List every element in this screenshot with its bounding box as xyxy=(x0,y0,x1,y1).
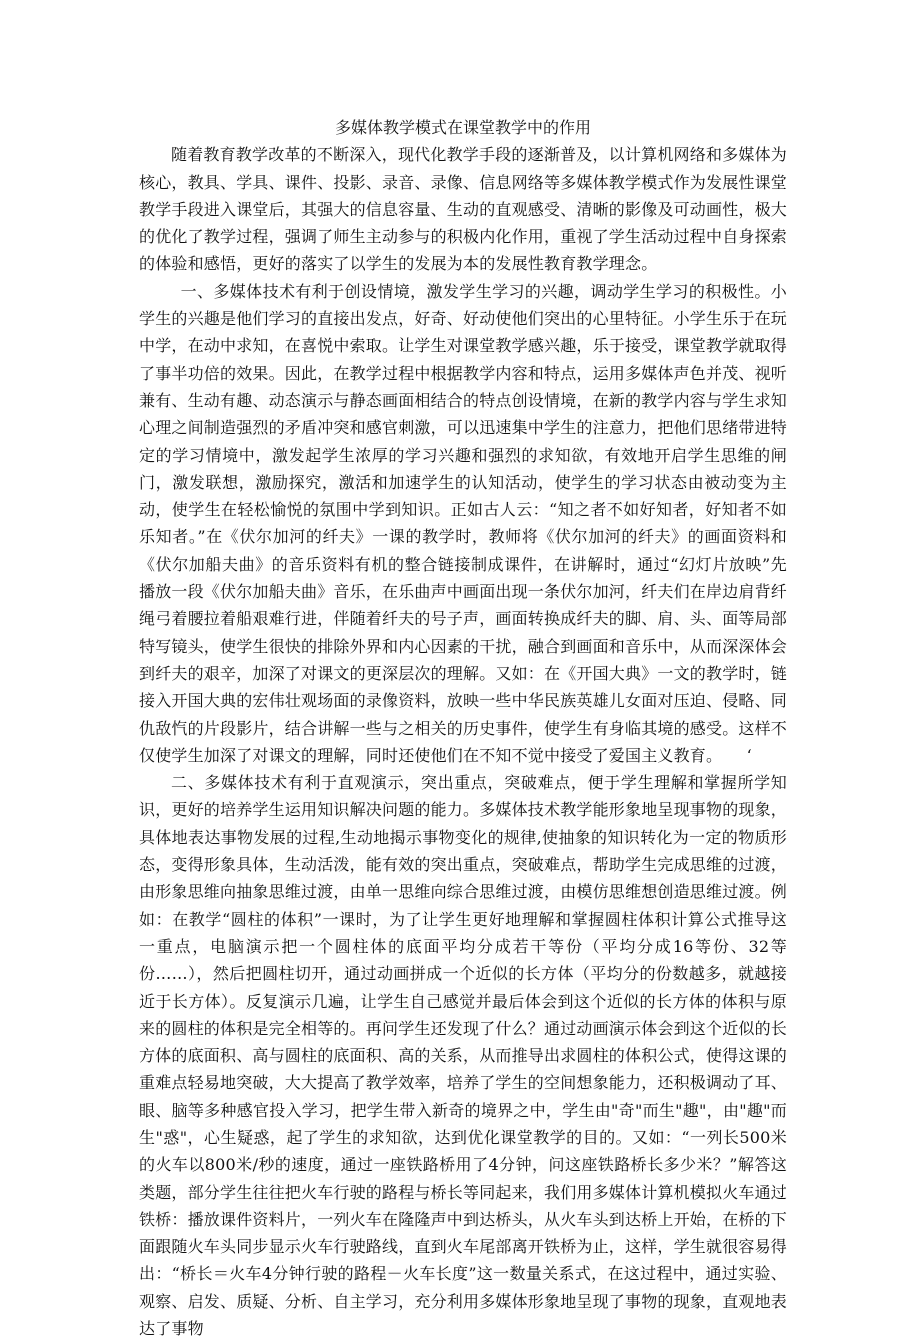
document-title: 多媒体教学模式在课堂教学中的作用 xyxy=(334,118,591,137)
paragraph-section-two: 二、多媒体技术有利于直观演示，突出重点，突破难点，便于学生理解和掌握所学知识，更好的培养学生运用知识解决问题的能力。多媒体技术教学能形象地呈现事物的现象，具体地表达事物发展的过程,生动地揭示事物变化的规律,使抽象的知识转化为一定的物质形态，变得形象具体，生动活泼，能有效的突出重点，突破难点，帮助学生完成思维的过渡，由形象思维向抽象思维过渡，由单一思维向综合思维过渡，由模仿思维想创造思维过渡。例如：在教学“圆柱的体积”一课时，为了让学生更好地理解和掌握圆柱体积计算公式推导这一重点，电脑演示把一个圆柱体的底面平均分成若干等份（平均分成16等份、32等份……），然后把圆柱切开，通过动画拼成一个近似的长方体（平均分的份数越多，就越接近于长方体）。反复演示几遍，让学生自己感觉并最后体会到这个近似的长方体的体积与原来的圆柱的体积是完全相等的。再问学生还发现了什么？通过动画演示体会到这个近似的长方体的底面积、高与圆柱的底面积、高的关系，从而推导出求圆柱的体积公式，使得这课的重难点轻易地突破，大大提高了教学效率，培养了学生的空间想象能力，还积极调动了耳、眼、脑等多种感官投入学习，把学生带入新奇的境界之中，学生由"奇"而生"趣"，由"趣"而生"惑"，心生疑惑，起了学生的求知欲，达到优化课堂教学的目的。又如：“一列长500米的火车以800米/秒的速度，通过一座铁路桥用了4分钟，问这座铁路桥长多少米？”解答这类题，部分学生往往把火车行驶的路程与桥长等同起来，我们用多媒体计算机模拟火车通过铁桥：播放课件资料片，一列火车在隆隆声中到达桥头，从火车头到达桥上开始，在桥的下面跟随火车头同步显示火车行驶路线，直到火车尾部离开铁桥为止，这样，学生就很容易得出：“桥长＝火车4分钟行驶的路程－火车长度”这一数量关系式，在这过程中，通过实验、观察、启发、质疑、分析、自主学习，充分利用多媒体形象地呈现了事物的现象，直观地表达了事物 xyxy=(139,773,788,1339)
paragraph-intro: 随着教育教学改革的不断深入，现代化教学手段的逐渐普及，以计算机网络和多媒体为核心，教具、学具、课件、投影、录音、录像、信息网络等多媒体教学模式作为发展性课堂教学手段进入课堂后，其强大的信息容量、生动的直观感受、清晰的影像及可动画性，极大的优化了教学过程，强调了师生主动参与的积极内化作用，重视了学生活动过程中自身探索的体验和感悟，更好的落实了以学生的发展为本的发展性教育教学理念。 xyxy=(139,145,788,274)
paragraph-section-one: 一、多媒体技术有利于创设情境，激发学生学习的兴趣，调动学生学习的积极性。小学生的兴趣是他们学习的直接出发点，好奇、好动使他们突出的心里特征。小学生乐于在玩中学，在动中求知，在喜悦中索取。让学生对课堂教学感兴趣，乐于接受，课堂教学就取得了事半功倍的效果。因此，在教学过程中根据教学内容和特点，运用多媒体声色并茂、视听兼有、生动有趣、动态演示与静态画面相结合的特点创设情境，在新的教学内容与学生求知心理之间制造强烈的矛盾冲突和感官刺激，可以迅速集中学生的注意力，把他们思绪带进特定的学习情境中，激发起学生浓厚的学习兴趣和强烈的求知欲，有效地开启学生思维的闸门，激发联想，激励探究，激活和加速学生的认知活动，使学生的学习状态由被动变为主动，使学生在轻松愉悦的氛围中学到知识。正如古人云：“知之者不如好知者，好知者不如乐知者。”在《伏尔加河的纤夫》一课的教学时，教师将《伏尔加河的纤夫》的画面资料和《伏尔加船夫曲》的音乐资料有机的整合链接制成课件，在讲解时，通过“幻灯片放映”先播放一段《伏尔加船夫曲》音乐，在乐曲声中画面出现一条伏尔加河，纤夫们在岸边肩背纤绳弓着腰拉着船艰难行进，伴随着纤夫的号子声，画面转换成纤夫的脚、肩、头、面等局部特写镜头，使学生很快的排除外界和内心因素的干扰，融合到画面和音乐中，从而深深体会到纤夫的艰辛，加深了对课文的更深层次的理解。又如：在《开国大典》一文的教学时，链接入开国大典的宏伟壮观场面的录像资料，放映一些中华民族英雄儿女面对压迫、侵略、同仇敌忾的片段影片，结合讲解一些与之相关的历史事件，使学生有身临其境的感受。这样不仅使学生加深了对课文的理解，同时还使他们在不知不觉中接受了爱国主义教育。 ‘ xyxy=(139,281,788,765)
document-body xyxy=(139,114,787,1342)
